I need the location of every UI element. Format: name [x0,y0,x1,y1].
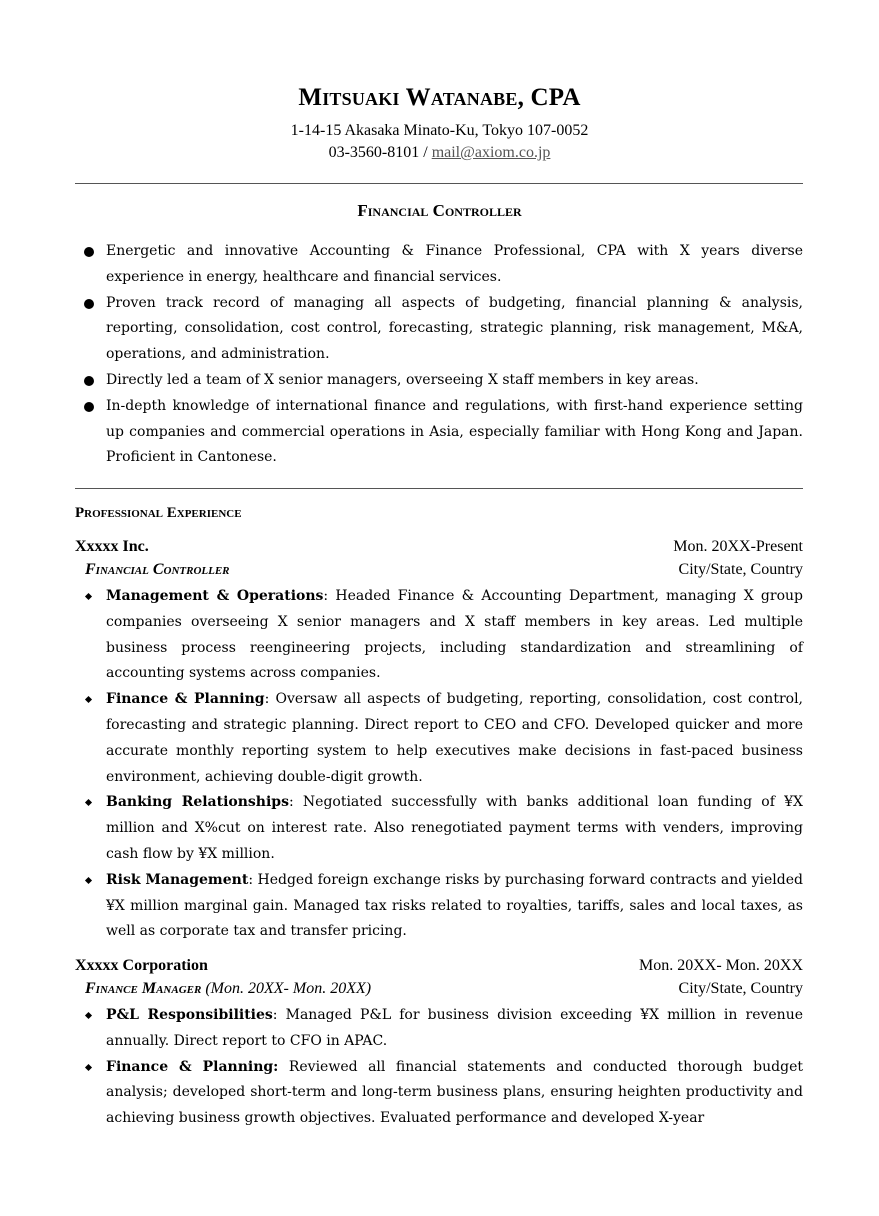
section-title: Professional Experience [75,505,242,521]
contact-line [0,144,879,162]
email-link[interactable]: mail@axiom.co.jp [431,144,551,161]
summary-item: Energetic and innovative Accounting & Finance Professional, CPA with X years diverse experience in energy, healthcare and financial services. [75,239,803,291]
summary-item: Proven track record of managing all aspects of budgeting, financial planning & analysis, reporting, consolidation, cost control, forecasting, strategic planning, risk management, M&A, operations, and administration. [75,291,803,368]
diamond-bullet-icon [85,1064,92,1071]
company-name: Xxxxx Corporation [75,957,208,974]
headline: Financial Controller [357,201,522,220]
job-bullet: Finance & Planning: Reviewed all financial statements and conducted thorough budget analysis; developed short-term and long-term business plans, ensuring heighten productivity and achieving business growth objectives. Evaluated performance and developed X-year [75,1055,803,1132]
contact-separator: / [419,144,432,161]
job-title: Finance Manager (Mon. 20XX- Mon. 20XX) [85,980,372,997]
job-bullet: Banking Relationships: Negotiated successfully with banks additional loan funding of ¥X million and X%cut on interest rate. Also renegotiated payment terms with venders, improving cash flow by ¥X million. [75,790,803,867]
summary-item: Directly led a team of X senior managers, overseeing X staff members in key areas. [75,368,803,394]
job-bullet: Risk Management: Hedged foreign exchange risks by purchasing forward contracts and yielded ¥X million marginal gain. Managed tax risks related to royalties, tariffs, sales and local taxes, as well as corporate tax and transfer pricing. [75,868,803,945]
job-bullet: P&L Responsibilities: Managed P&L for business division exceeding ¥X million in revenue annually. Direct report to CFO in APAC. [75,1003,803,1055]
job-header-row [75,957,803,980]
summary-list [75,239,803,471]
job-title-row [75,980,803,1003]
diamond-bullet-icon [85,799,92,806]
candidate-name: Mitsuaki Watanabe, CPA [298,84,581,111]
divider [75,488,803,489]
job-bullets [75,1003,803,1132]
diamond-bullet-icon [85,877,92,884]
job-bullets [75,584,803,945]
diamond-bullet-icon [85,696,92,703]
job-header-row [75,538,803,561]
diamond-bullet-icon [85,1012,92,1019]
bullet-dot-icon [84,376,94,386]
job-entry [75,538,803,945]
summary-item: In-depth knowledge of international finance and regulations, with first-hand experience setting up companies and commercial operations in Asia, especially familiar with Hong Kong and Japan. Proficient in Cantonese. [75,394,803,471]
phone: 03-3560-8101 [328,144,420,161]
bullet-dot-icon [84,247,94,257]
company-name: Xxxxx Inc. [75,538,149,555]
job-dates: Mon. 20XX-Present [673,538,803,555]
job-dates: Mon. 20XX- Mon. 20XX [639,957,803,974]
job-location: City/State, Country [678,980,803,997]
job-title: Financial Controller [85,561,230,578]
job-location: City/State, Country [678,561,803,578]
bullet-dot-icon [84,402,94,412]
job-bullet: Finance & Planning: Oversaw all aspects of budgeting, reporting, consolidation, cost control, forecasting and strategic planning. Direct report to CEO and CFO. Developed quicker and more accurate monthly reporting system to help executives make decisions in fast-paced business environment, achieving double-digit growth. [75,687,803,790]
address: 1-14-15 Akasaka Minato-Ku, Tokyo 107-0052 [290,122,589,139]
job-title-row [75,561,803,584]
job-entry [75,957,803,1132]
diamond-bullet-icon [85,593,92,600]
bullet-dot-icon [84,299,94,309]
job-bullet: Management & Operations: Headed Finance & Accounting Department, managing X group companies overseeing X senior managers and X staff members in key areas. Led multiple business process reengineering projects, including standardization and streamlining of accounting systems across companies. [75,584,803,687]
divider [75,183,803,184]
